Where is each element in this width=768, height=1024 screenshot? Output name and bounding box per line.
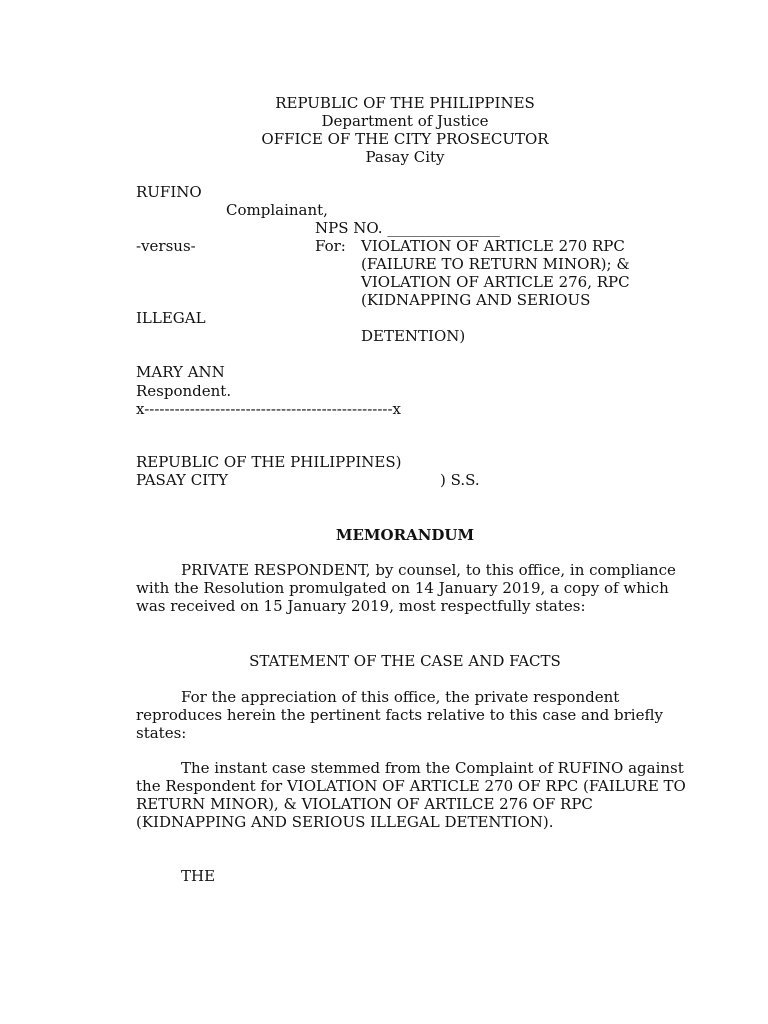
offense-illegal-word: ILLEGAL bbox=[136, 309, 206, 327]
nps-number: NPS NO. _______________ bbox=[315, 219, 500, 237]
paragraph-appreciation: For the appreciation of this office, the private respondent reproduces herein the pertinent facts relative to this case and briefly states: bbox=[136, 688, 663, 742]
offense-line: VIOLATION OF ARTICLE 276, RPC bbox=[361, 273, 630, 291]
paragraph-continuation: THE bbox=[181, 867, 216, 885]
complainant-label: Complainant, bbox=[226, 201, 328, 219]
memorandum-title: MEMORANDUM bbox=[335, 526, 475, 544]
caption-divider: x-------------------------------------------------x bbox=[136, 400, 402, 418]
paragraph-facts: The instant case stemmed from the Complaint of RUFINO against the Respondent for VIOLATION OF ARTICLE 270 OF RPC (FAILURE TO RETURN MINOR), & VIOLATION OF ARTILCE 276 OF RPC (KIDNAPPING AND SERIOUS ILLEGAL DETENTION). bbox=[136, 759, 686, 831]
respondent-label: Respondent. bbox=[136, 382, 232, 400]
offense-line: (FAILURE TO RETURN MINOR); & bbox=[361, 255, 630, 273]
venue-ss: ) S.S. bbox=[440, 471, 480, 489]
section-heading: STATEMENT OF THE CASE AND FACTS bbox=[249, 652, 561, 670]
offense-line: VIOLATION OF ARTICLE 270 RPC bbox=[361, 237, 625, 255]
complainant-name: RUFINO bbox=[136, 183, 202, 201]
for-label: For: bbox=[315, 237, 346, 255]
offense-line: DETENTION) bbox=[361, 327, 466, 345]
header-department: Department of Justice bbox=[321, 112, 489, 130]
versus-label: -versus- bbox=[136, 237, 196, 255]
paragraph-opening: PRIVATE RESPONDENT, by counsel, to this office, in compliance with the Resolution promulgated on 14 January 2019, a copy of which was received on 15 January 2019, most respectfully states: bbox=[136, 561, 676, 615]
offense-line: (KIDNAPPING AND SERIOUS bbox=[361, 291, 591, 309]
respondent-name: MARY ANN bbox=[136, 363, 225, 381]
header-republic: REPUBLIC OF THE PHILIPPINES bbox=[275, 94, 535, 112]
venue-republic: REPUBLIC OF THE PHILIPPINES) bbox=[136, 453, 402, 471]
header-city: Pasay City bbox=[365, 148, 445, 166]
venue-city: PASAY CITY bbox=[136, 471, 229, 489]
header-office: OFFICE OF THE CITY PROSECUTOR bbox=[261, 130, 549, 148]
